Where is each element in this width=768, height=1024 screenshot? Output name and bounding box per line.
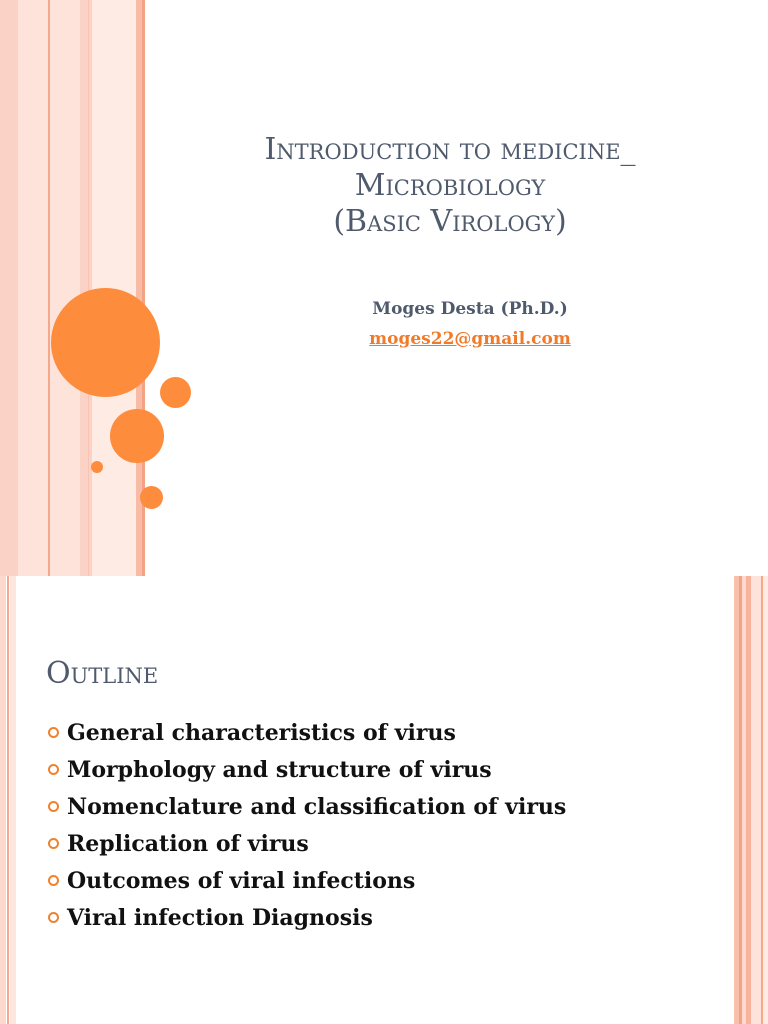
decorative-circle-small (160, 377, 191, 408)
list-item (48, 714, 566, 751)
outline-title: Outline (46, 656, 159, 691)
list-item-text: Nomenclature and classification of virus (67, 793, 567, 820)
list-item (48, 899, 566, 936)
list-item-text: General characteristics of virus (67, 719, 456, 746)
list-item-text: Viral infection Diagnosis (67, 904, 373, 931)
circle-bullet-icon (48, 875, 59, 886)
decorative-band (751, 576, 761, 1024)
list-item-text: Replication of virus (67, 830, 309, 857)
decorative-band (80, 0, 92, 576)
author-name: Moges Desta (Ph.D.) (372, 299, 568, 319)
decorative-circle-medium (110, 409, 164, 463)
decorative-line (48, 0, 50, 576)
decorative-band (10, 576, 16, 1024)
list-item (48, 825, 566, 862)
list-item (48, 862, 566, 899)
circle-bullet-icon (48, 838, 59, 849)
decorative-band (0, 576, 6, 1024)
decorative-band (7, 576, 9, 1024)
list-item (48, 788, 566, 825)
slide-title (150, 132, 750, 240)
circle-bullet-icon (48, 727, 59, 738)
slide-title-line: Introduction to medicine_ (264, 132, 636, 167)
decorative-line (88, 0, 89, 576)
list-item (48, 751, 566, 788)
list-item-text: Morphology and structure of virus (67, 756, 492, 783)
outline-slide (0, 576, 768, 1024)
slide-title-line: Microbiology (354, 168, 546, 203)
decorative-band (763, 576, 768, 1024)
circle-bullet-icon (48, 801, 59, 812)
decorative-circle-small (140, 486, 163, 509)
list-item-text: Outcomes of viral infections (67, 867, 416, 894)
author-email-link[interactable]: moges22@gmail.com (369, 329, 571, 349)
circle-bullet-icon (48, 912, 59, 923)
decorative-band (0, 0, 18, 576)
circle-bullet-icon (48, 764, 59, 775)
decorative-circle-tiny (91, 461, 103, 473)
slide-title-line: (Basic Virology) (333, 204, 567, 239)
decorative-circle-large (51, 288, 160, 397)
outline-list (48, 714, 566, 936)
